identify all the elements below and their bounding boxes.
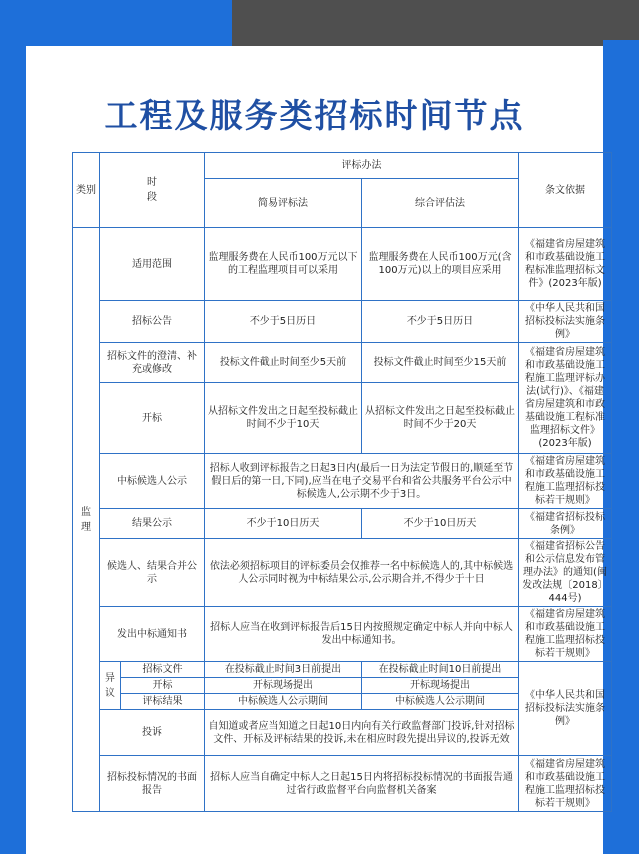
section-supervision: 监理	[73, 228, 100, 812]
stage-label: 招标文件	[121, 662, 205, 678]
simple-cell: 开标现场提出	[205, 678, 362, 694]
comprehensive-cell: 投标文件截止时间至少15天前	[362, 343, 519, 383]
stage-label: 招标文件的澄清、补充或修改	[100, 343, 205, 383]
stage-label: 结果公示	[100, 509, 205, 539]
merged-cell: 招标人应当自确定中标人之日起15日内将招标投标情况的书面报告通过省行政监督平台向监督机关备案	[205, 756, 519, 812]
merged-cell: 依法必须招标项目的评标委员会仅推荐一名中标候选人的,其中标候选人公示同时视为中标结果公示,公示期合并,不得少于十日	[205, 539, 519, 607]
merged-cell: 招标人应当在收到评标报告后15日内按照规定确定中标人并向中标人发出中标通知书。	[205, 607, 519, 662]
stage-label: 投诉	[100, 710, 205, 756]
stage-label: 中标候选人公示	[100, 454, 205, 509]
left-blue-border	[0, 40, 26, 854]
stage-label: 招标投标情况的书面报告	[100, 756, 205, 812]
basis-cell: 《福建省房屋建筑和市政基础设施工程施工监理招标投标若干规则》	[519, 454, 612, 509]
stage-label: 开标	[121, 678, 205, 694]
table-row	[73, 343, 612, 383]
header-simple-method: 简易评标法	[205, 179, 362, 228]
basis-cell: 《福建省招标投标条例》	[519, 509, 612, 539]
comprehensive-cell: 监理服务费在人民币100万元(含100万元)以上的项目应采用	[362, 228, 519, 301]
header-method: 评标办法	[205, 153, 519, 179]
stage-label: 开标	[100, 383, 205, 454]
stage-label: 评标结果	[121, 694, 205, 710]
header-category: 类别	[73, 153, 100, 228]
simple-cell: 不少于5日历日	[205, 301, 362, 343]
comprehensive-cell: 开标现场提出	[362, 678, 519, 694]
header-basis: 条文依据	[519, 153, 612, 228]
simple-cell: 在投标截止时间3日前提出	[205, 662, 362, 678]
stage-label: 发出中标通知书	[100, 607, 205, 662]
corner-decoration-blue	[0, 0, 232, 46]
comprehensive-cell: 不少于5日历日	[362, 301, 519, 343]
basis-cell: 《中华人民共和国招标投标法实施条例》	[519, 662, 612, 756]
comprehensive-cell: 不少于10日历天	[362, 509, 519, 539]
simple-cell: 投标文件截止时间至少5天前	[205, 343, 362, 383]
table-header-row	[73, 153, 612, 179]
table-row	[73, 539, 612, 607]
basis-cell: 《福建省房屋建筑和市政基础设施工程施工监理评标办法(试行)》、《福建省房屋建筑和市政基础设施工程标准监理招标文件》(2023年版)	[519, 343, 612, 454]
page-title: 工程及服务类招标时间节点	[104, 96, 525, 135]
simple-cell: 从招标文件发出之日起至投标截止时间不少于10天	[205, 383, 362, 454]
objection-label: 异议	[100, 662, 121, 710]
basis-cell: 《福建省房屋建筑和市政基础设施工程施工监理招标投标若干规则》	[519, 607, 612, 662]
basis-cell: 《福建省房屋建筑和市政基础设施工程标准监理招标文件》(2023年版)	[519, 228, 612, 301]
basis-cell: 《中华人民共和国招标投标法实施条例》	[519, 301, 612, 343]
header-comprehensive-method: 综合评估法	[362, 179, 519, 228]
comprehensive-cell: 中标候选人公示期间	[362, 694, 519, 710]
stage-label: 候选人、结果合并公示	[100, 539, 205, 607]
stage-label: 招标公告	[100, 301, 205, 343]
comprehensive-cell: 从招标文件发出之日起至投标截止时间不少于20天	[362, 383, 519, 454]
simple-cell: 监理服务费在人民币100万元以下的工程监理项目可以采用	[205, 228, 362, 301]
simple-cell: 中标候选人公示期间	[205, 694, 362, 710]
basis-cell: 《福建省招标公告和公示信息发布管理办法》的通知(闽发改法规〔2018〕444号)	[519, 539, 612, 607]
merged-cell: 招标人收到评标报告之日起3日内(最后一日为法定节假日的,顺延至节假日后的第一日,下同),应当在电子交易平台和省公共服务平台公示中标候选人,公示期不少于3日。	[205, 454, 519, 509]
stage-label: 适用范围	[100, 228, 205, 301]
table-row	[73, 454, 612, 509]
table-row	[73, 756, 612, 812]
table-row	[73, 662, 612, 678]
header-time-period: 时段	[100, 153, 205, 228]
table-row	[73, 301, 612, 343]
simple-cell: 不少于10日历天	[205, 509, 362, 539]
basis-cell: 《福建省房屋建筑和市政基础设施工程施工监理招标投标若干规则》	[519, 756, 612, 812]
bidding-timeline-table	[72, 152, 612, 812]
corner-decoration-grey	[232, 0, 639, 46]
table-row	[73, 228, 612, 301]
table-row	[73, 509, 612, 539]
table-row	[73, 607, 612, 662]
merged-cell: 自知道或者应当知道之日起10日内向有关行政监督部门投诉,针对招标文件、开标及评标结果的投诉,未在相应时段先提出异议的,投诉无效	[205, 710, 519, 756]
comprehensive-cell: 在投标截止时间10日前提出	[362, 662, 519, 678]
